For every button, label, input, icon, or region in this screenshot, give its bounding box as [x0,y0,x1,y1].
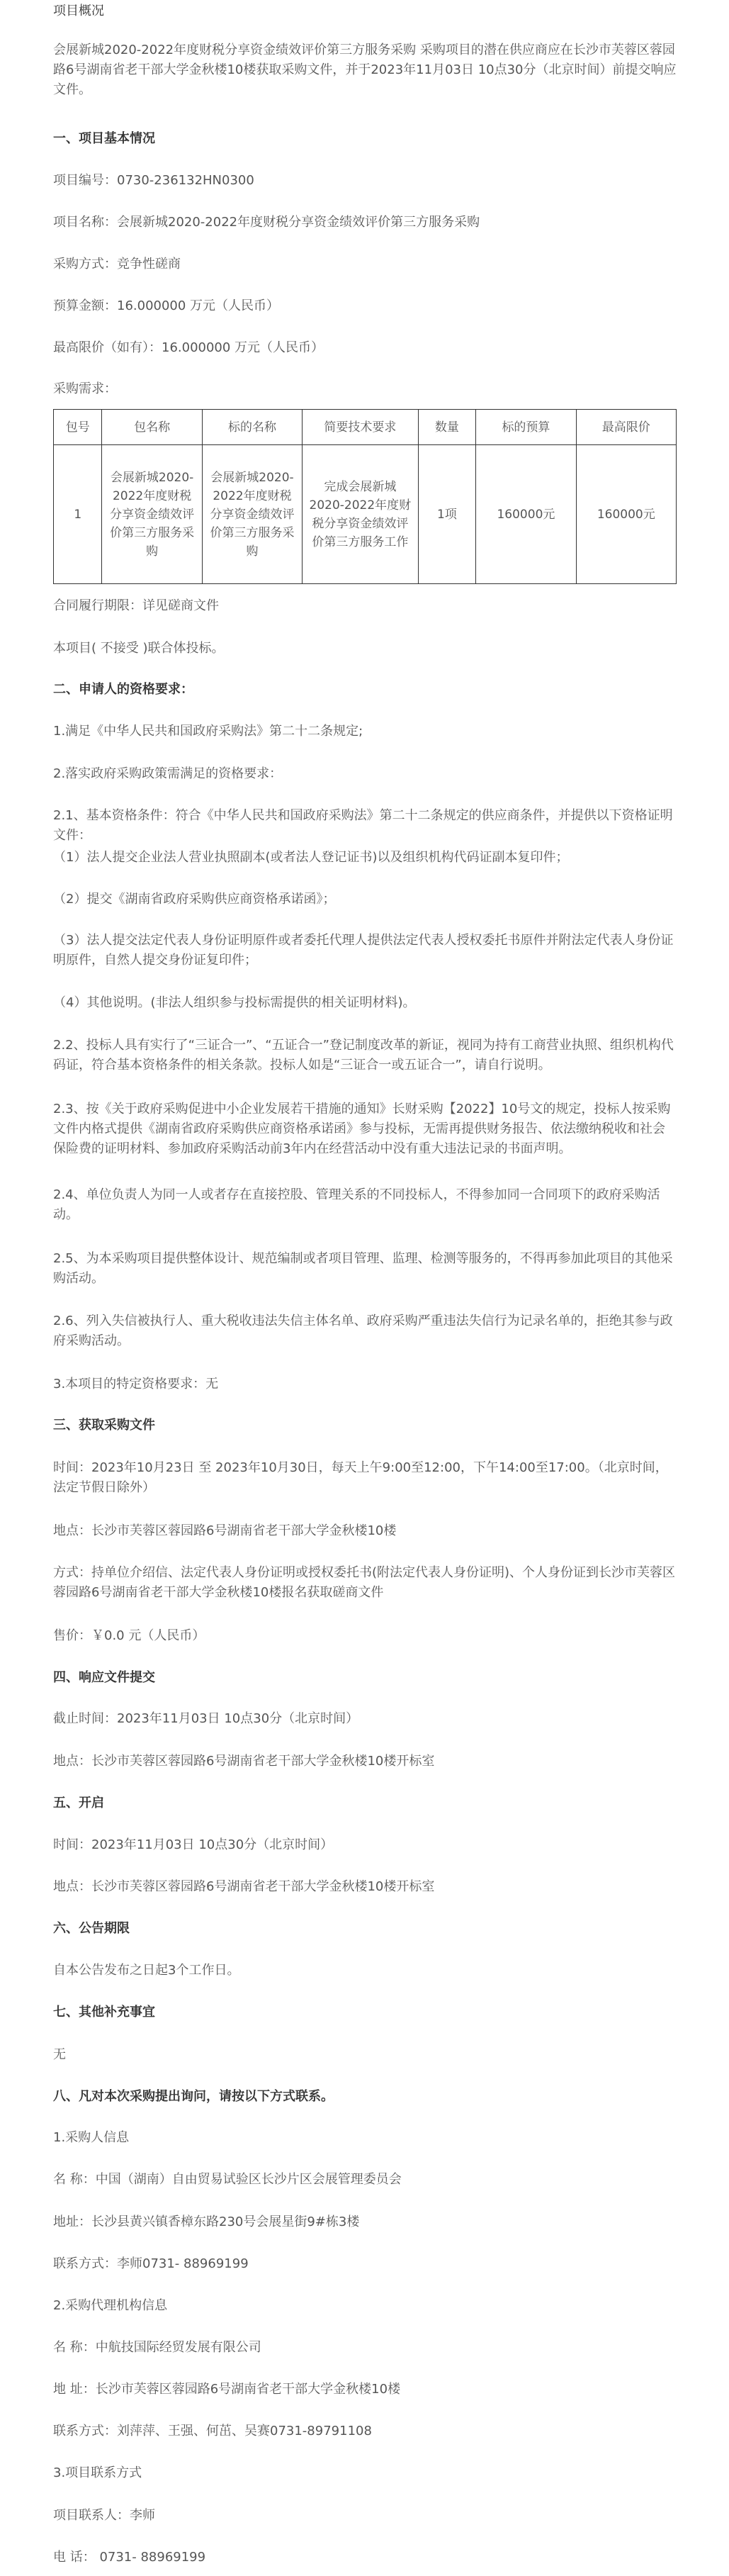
project-contact-person: 项目联系人：李师 [53,2507,155,2523]
table-cell: 160000元 [576,445,676,584]
qualification-item: 2.落实政府采购政策需满足的资格要求： [53,766,283,781]
table-cell: 会展新城2020-2022年度财税分享资金绩效评价第三方服务采购 [102,445,202,584]
procurement-method: 采购方式：竞争性磋商 [53,257,181,272]
table-header-cell: 包名称 [102,410,202,445]
table-cell: 160000元 [476,445,576,584]
heading-other-matters: 七、其他补充事宜 [53,2005,155,2020]
agent-name: 名 称：中航技国际经贸发展有限公司 [53,2339,261,2355]
requirements-table [53,409,677,584]
table-header-cell: 数量 [418,410,476,445]
agent-address: 地 址：长沙市芙蓉区蓉园路6号湖南省老干部大学金秋楼10楼 [53,2381,401,2397]
agent-contact: 联系方式：刘萍萍、王强、何茁、吴赛0731-89791108 [53,2424,372,2439]
buyer-contact: 联系方式：李师0731- 88969199 [53,2256,249,2271]
qualification-item: （1）法人提交企业法人营业执照副本(或者法人登记证书)以及组织机构代码证副本复印件； [53,850,569,866]
buyer-info-title: 1.采购人信息 [53,2130,130,2146]
notice-period-text: 自本公告发布之日起3个工作日。 [53,1963,240,1978]
qualification-item: 2.5、为本采购项目提供整体设计、规范编制或者项目管理、监理、检测等服务的，不得再参加此项目的其他采购活动。 [53,1251,673,1287]
submission-deadline: 截止时间：2023年11月03日 10点30分（北京时间） [53,1711,359,1727]
table-header-cell: 最高限价 [576,410,676,445]
table-header-cell: 标的名称 [202,410,302,445]
heading-opening: 五、开启 [53,1795,104,1810]
section-label: 项目概况 [53,3,104,18]
table-header-cell: 简要技术要求 [303,410,418,445]
qualification-item: （4）其他说明。(非法人组织参与投标需提供的相关证明材料)。 [53,995,416,1010]
qualification-item: （3）法人提交法定代表人身份证明原件或者委托代理人提供法定代表人授权委托书原件并附法定代表人身份证明原件，自然人提交身份证复印件； [53,932,674,968]
max-price: 最高限价（如有）：16.000000 万元（人民币） [53,340,324,356]
table-header-row [54,410,677,445]
obtain-time: 时间：2023年10月23日 至 2023年10月30日，每天上午9:00至12:00，下午14:00至17:00。（北京时间，法定节假日除外） [53,1460,668,1495]
budget-amount: 预算金额：16.000000 万元（人民币） [53,298,280,313]
consortium-note: 本项目( 不接受 )联合体投标。 [53,640,225,656]
table-header-cell: 包号 [54,410,102,445]
qualification-item: 2.3、按《关于政府采购促进中小企业发展若干措施的通知》长财采购【2022】10号文的规定，投标人按采购文件内格式提供《湖南省政府采购供应商资格承诺函》参与投标，无需再提供财务报告、依法缴纳税收和社会保险费的证明材料、参加政府采购活动前3年内在经营活动中没有重大违法记录的书面声明。 [53,1101,671,1156]
project-number: 项目编号：0730-236132HN0300 [53,172,254,188]
submission-place: 地点：长沙市芙蓉区蓉园路6号湖南省老干部大学金秋楼10楼开标室 [53,1753,435,1769]
project-contact-title: 3.项目联系方式 [53,2465,142,2481]
opening-time: 时间：2023年11月03日 10点30分（北京时间） [53,1837,334,1853]
buyer-name: 名 称：中国（湖南）自由贸易试验区长沙片区会展管理委员会 [53,2172,402,2188]
qualification-item: 2.2、投标人具有实行了“三证合一”、“五证合一”登记制度改革的新证，视同为持有工商营业执照、组织机构代码证，符合基本资格条件的相关条款。投标人如是“三证合一或五证合一”，请自行说明。 [53,1037,674,1073]
qualification-item: 2.4、单位负责人为同一人或者存在直接控股、管理关系的不同投标人，不得参加同一合同项下的政府采购活动。 [53,1187,660,1223]
table-cell: 1 [54,445,102,584]
qualification-item: （2）提交《湖南省政府采购供应商资格承诺函》； [53,892,336,907]
document-price: 售价：￥0.0 元（人民币） [53,1628,205,1643]
table-cell: 1项 [418,445,476,584]
qualification-item: 3.本项目的特定资格要求：无 [53,1376,219,1391]
heading-notice-period: 六、公告期限 [53,1920,130,1936]
heading-submission: 四、响应文件提交 [53,1669,155,1685]
project-name: 项目名称：会展新城2020-2022年度财税分享资金绩效评价第三方服务采购 [53,215,480,230]
heading-contact: 八、凡对本次采购提出询问，请按以下方式联系。 [53,2088,334,2104]
contract-period: 合同履行期限：详见磋商文件 [53,598,219,614]
qualification-item: 2.6、列入失信被执行人、重大税收违法失信主体名单、政府采购严重违法失信行为记录名单的，拒绝其参与政府采购活动。 [53,1314,673,1349]
obtain-method: 方式：持单位介绍信、法定代表人身份证明或授权委托书(附法定代表人身份证明)、个人身份证到长沙市芙蓉区蓉园路6号湖南省老干部大学金秋楼10楼报名获取磋商文件 [53,1564,676,1600]
buyer-address: 地址：长沙县黄兴镇香樟东路230号会展星街9#栋3楼 [53,2214,360,2229]
project-contact-phone: 电 话： 0731- 88969199 [53,2550,206,2565]
table-cell: 完成会展新城2020-2022年度财税分享资金绩效评价第三方服务工作 [303,445,418,584]
table-row [54,445,677,584]
heading-qualifications: 二、申请人的资格要求： [53,681,193,697]
requirements-label: 采购需求： [53,381,117,397]
obtain-place: 地点：长沙市芙蓉区蓉园路6号湖南省老干部大学金秋楼10楼 [53,1523,397,1538]
qualification-item: 1.满足《中华人民共和国政府采购法》第二十二条规定; [53,724,363,739]
qualification-item: 2.1、基本资格条件：符合《中华人民共和国政府采购法》第二十二条规定的供应商条件，并提供以下资格证明文件： [53,807,673,843]
other-matters-text: 无 [53,2046,66,2062]
heading-obtain-documents: 三、获取采购文件 [53,1418,155,1433]
opening-place: 地点：长沙市芙蓉区蓉园路6号湖南省老干部大学金秋楼10楼开标室 [53,1879,435,1895]
intro-paragraph: 会展新城2020-2022年度财税分享资金绩效评价第三方服务采购 采购项目的潜在供应商应在长沙市芙蓉区蓉园路6号湖南省老干部大学金秋楼10楼获取采购文件，并于2023年11月03日 10点30分（北京时间）前提交响应文件。 [53,43,677,98]
table-cell: 会展新城2020-2022年度财税分享资金绩效评价第三方服务采购 [202,445,302,584]
agent-info-title: 2.采购代理机构信息 [53,2298,168,2314]
heading-project-info: 一、项目基本情况 [53,130,155,146]
table-header-cell: 标的预算 [476,410,576,445]
